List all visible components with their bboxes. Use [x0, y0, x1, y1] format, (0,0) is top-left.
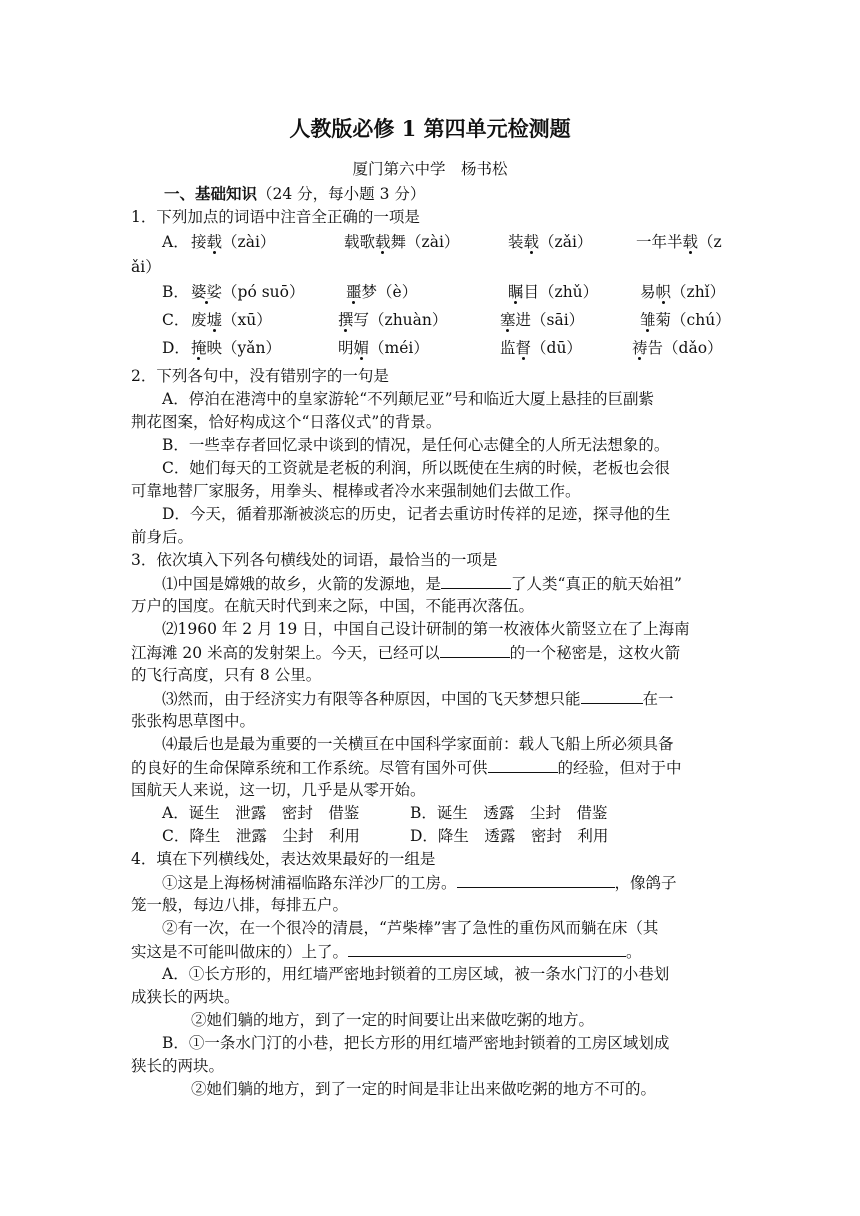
q1-stem: 1．下列加点的词语中注音全正确的一项是 [131, 208, 420, 226]
section-heading [164, 183, 425, 205]
q1-a-item: 一年半载（z [636, 233, 722, 251]
q3-sentence-2-cont: 江海滩 20 米高的发射架上。今天，已经可以 的一个秘密是，这枚火箭 [131, 641, 680, 664]
q2-stem: 2．下列各句中，没有错别字的一句是 [131, 367, 389, 385]
q4-sentence-1-cont: 笼一般，每边八排，每排五户。 [131, 896, 349, 914]
q3-sentence-3: ⑶然而，由于经济实力有限等各种原因，中国的飞天梦想只能 在一 [162, 687, 674, 710]
q3-option-c: C．降生 泄露 尘封 利用 [162, 827, 360, 845]
q1-b-item: 婆娑（pó suō） [191, 283, 305, 301]
q2-option-b: B．一些幸存者回忆录中谈到的情况，是任何心志健全的人所无法想象的。 [162, 436, 670, 454]
author-line: 厦门第六中学 杨书松 [352, 160, 508, 178]
q3-option-b: B．诞生 透露 尘封 借鉴 [410, 804, 608, 822]
q3-stem: 3．依次填入下列各句横线处的词语，最恰当的一项是 [131, 551, 498, 569]
q3-sentence-2: ⑵1960 年 2 月 19 日，中国自己设计研制的第一枚液体火箭竖立在了上海南 [162, 620, 690, 638]
q4-sentence-2-cont: 实这是不可能叫做床的）上了。 。 [131, 940, 642, 963]
q3-sentence-4-cont: 的良好的生命保障系统和工作系统。尽管有国外可供 的经验，但对于中 [131, 756, 682, 779]
fill-blank [488, 756, 558, 773]
q2-option-c: C．她们每天的工资就是老板的利润，所以既使在生病的时候，老板也会很 [162, 459, 670, 477]
q1-option-b-label: B． [162, 283, 189, 301]
q1-d-item: 掩映（yǎn） [191, 339, 282, 357]
q2-option-a-cont: 荆花图案，恰好构成这个“日落仪式”的背景。 [131, 413, 442, 431]
fill-blank [441, 572, 511, 589]
q2-option-c-cont: 可靠地替厂家服务，用拳头、棍棒或者冷水来强制她们去做工作。 [131, 482, 581, 500]
q4-sentence-1: ①这是上海杨树浦福临路东洋沙厂的工房。 ，像鸽子 [162, 871, 677, 894]
q3-sentence-4: ⑷最后也是最为重要的一关横亘在中国科学家面前：载人飞船上所必须具备 [162, 735, 674, 753]
q1-b-item: 瞩目（zhǔ） [508, 283, 599, 301]
q1-c-item: 撰写（zhuàn） [338, 311, 448, 329]
fill-blank [440, 641, 510, 658]
q2-option-d: D．今天，循着那渐被淡忘的历史，记者去重访时传祥的足迹，探寻他的生 [162, 505, 671, 523]
q2-option-a: A．停泊在港湾中的皇家游轮“不列颠尼亚”号和临近大厦上悬挂的巨副紫 [162, 390, 655, 408]
section-heading-note: （24 分，每小题 3 分） [257, 185, 426, 203]
q1-a-item: 装载（zǎi） [508, 233, 593, 251]
q3-option-d: D．降生 透露 密封 利用 [410, 827, 609, 845]
q4-option-a: A．①长方形的，用红墙严密地封锁着的工房区域，被一条水门汀的小巷划 [162, 965, 670, 983]
section-heading-label: 一、基础知识 [164, 184, 258, 203]
q1-option-d-label: D． [162, 339, 190, 357]
q4-option-b: B．①一条水门汀的小巷，把长方形的用红墙严密地封锁着的工房区域划成 [162, 1034, 670, 1052]
q1-a-item: 载歌载舞（zài） [344, 233, 460, 251]
q3-sentence-1: ⑴中国是嫦娥的故乡，火箭的发源地，是 了人类“真正的航天始祖” [162, 572, 682, 595]
fill-blank [581, 687, 643, 704]
q1-d-item: 明媚（méi） [338, 339, 429, 357]
q3-sentence-1-cont: 万户的国度。在航天时代到来之际，中国，不能再次落伍。 [131, 597, 535, 615]
q1-a-item: 接载（zài） [191, 233, 276, 251]
q1-c-item: 雏菊（chú） [640, 311, 731, 329]
q1-b-item: 噩梦（è） [346, 283, 418, 301]
q1-b-item: 易帜（zhǐ） [640, 283, 726, 301]
q1-option-a-label: A． [162, 233, 189, 251]
fill-blank [348, 940, 626, 957]
page-title: 人教版必修 1 第四单元检测题 [289, 116, 571, 141]
q3-sentence-4-end: 国航天人来说，这一切，几乎是从零开始。 [131, 781, 426, 799]
q4-option-b-cont: 狭长的两块。 [131, 1057, 225, 1075]
q1-c-item: 塞进（sāi） [500, 311, 585, 329]
q3-sentence-3-cont: 张张构思草图中。 [131, 712, 256, 730]
q1-d-item: 监督（dū） [500, 339, 582, 357]
q4-stem: 4．填在下列横线处，表达效果最好的一组是 [131, 850, 436, 868]
q1-a-wrap: ǎi） [131, 258, 161, 276]
fill-blank [457, 871, 615, 888]
q4-option-b-part2: ②她们躺的地方，到了一定的时间是非让出来做吃粥的地方不可的。 [191, 1080, 657, 1098]
q4-option-a-part2: ②她们躺的地方，到了一定的时间要让出来做吃粥的地方。 [191, 1011, 595, 1029]
q4-sentence-2: ②有一次，在一个很冷的清晨，“芦柴棒”害了急性的重伤风而躺在床（其 [162, 919, 659, 937]
q3-option-a: A．诞生 泄露 密封 借鉴 [162, 804, 360, 822]
q1-d-item: 祷告（dǎo） [632, 339, 723, 357]
q4-option-a-cont: 成狭长的两块。 [131, 988, 240, 1006]
q3-sentence-2-end: 的飞行高度，只有 8 公里。 [131, 666, 322, 684]
q1-option-c-label: C． [162, 311, 190, 329]
q1-c-item: 废墟（xū） [191, 311, 272, 329]
q2-option-d-cont: 前身后。 [131, 528, 194, 546]
